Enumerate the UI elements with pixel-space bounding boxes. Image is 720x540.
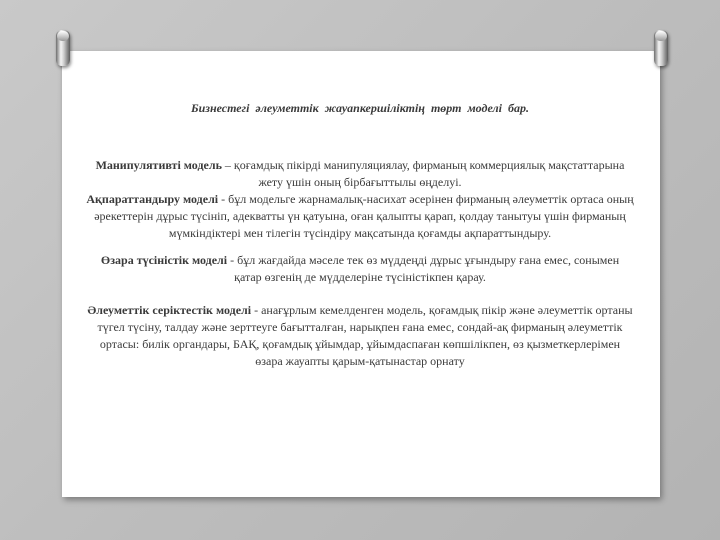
pushpin-icon — [654, 30, 668, 66]
model-name: Әлеуметтік серіктестік моделі — [87, 303, 252, 317]
model-name: Өзара түсіністік моделі — [100, 253, 228, 267]
model-description: - бұл жағдайда мәселе тек өз мүддеңді дұрыс ұғындыру ғана емес, сонымен қатар өзгенің де мүдделеріне түсіністікпен қарау. — [227, 253, 620, 284]
slide-title: Бизнестегі әлеуметтік жауапкершіліктің төрт моделі бар. — [191, 101, 529, 115]
model-informing — [86, 191, 634, 242]
model-social-partnership — [86, 302, 634, 370]
pushpin-icon — [56, 30, 70, 66]
model-mutual-understanding — [86, 252, 634, 286]
slide-content — [86, 100, 634, 370]
model-description: - бұл модельге жарнамалық-насихат әсерінен фирманың әлеуметтік ортаса оның әрекеттерін дұрыс түсініп, адекватты үн қатуына, оған қалыпты қарап, қолдау танытуы үшін фирманың мүмкіндіктері мен тілегін түсіндіру мақсатында қоғамды ақпараттындыру. — [94, 192, 634, 240]
model-name: Манипулятивті модель — [95, 158, 222, 172]
model-description: - анағұрлым кемелденген модель, қоғамдық пікір және әлеуметтік ортаны түгел түсіну, талдау және зерттеуге бағытталған, нарықпен ғана емес, сондай-ақ фирманың әлеуметтік ортасы: билік органдары, БАҚ, қоғамдық ұйымдар, ұйымдаспаған көпшілікпен, өз қызметкерлерімен өзара жауапты қарым-қатынастар орнату — [97, 303, 633, 368]
model-name: Ақпараттандыру моделі — [86, 192, 219, 206]
model-manipulative — [86, 157, 634, 191]
model-description: – қоғамдық пікірді манипуляциялау, фирманың коммерциялық мақстаттарына жету үшін оның бірбағыттылы өңделуі. — [221, 158, 625, 189]
